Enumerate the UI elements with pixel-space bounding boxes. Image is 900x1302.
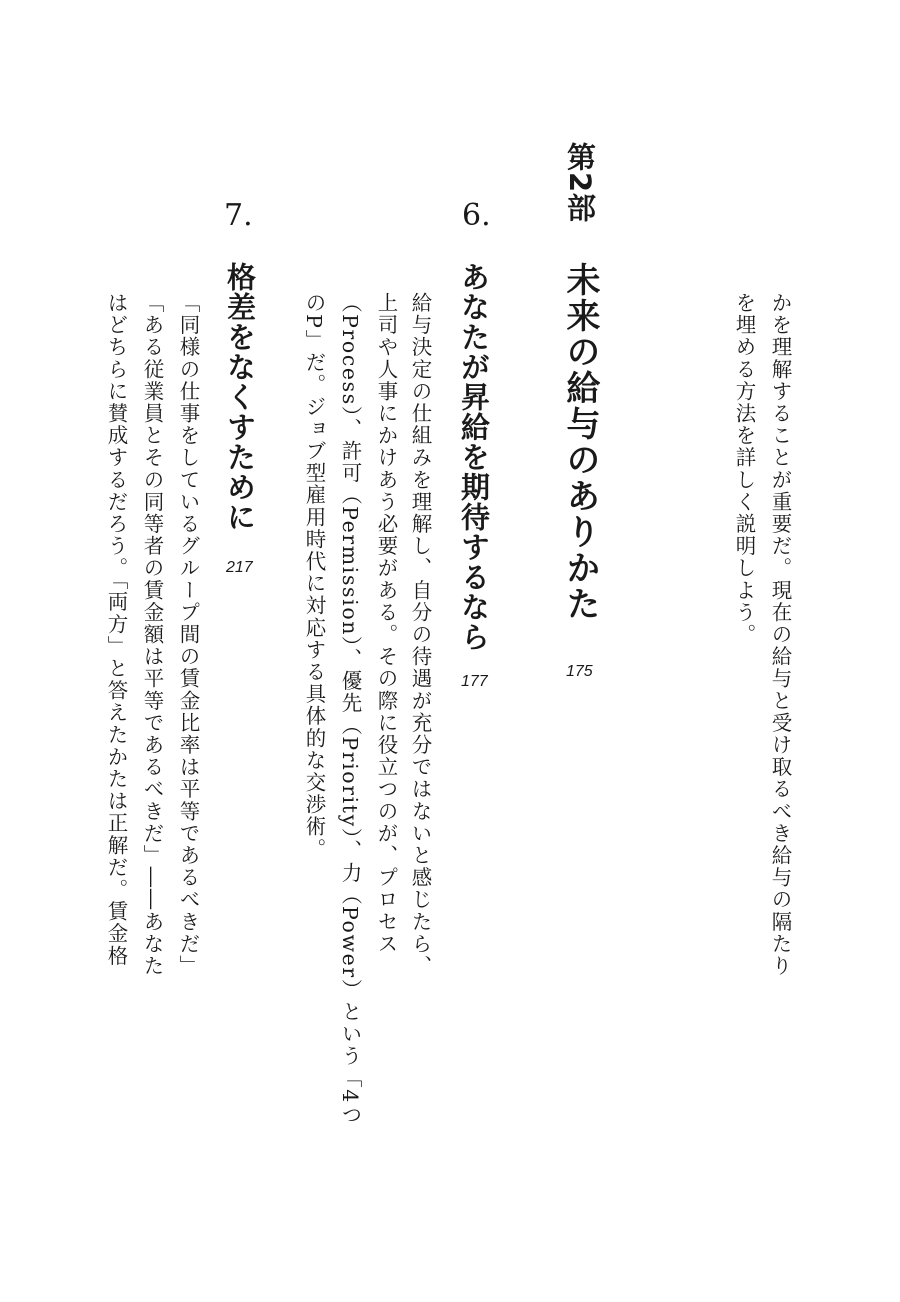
chapter-7-page-number: 217 xyxy=(226,559,253,576)
chapter-6-line: のP」だ。ジョブ型雇用時代に対応する具体的な交渉術。 xyxy=(302,292,326,860)
part-page-number: 175 xyxy=(566,663,593,680)
chapter-7-line: 「同様の仕事をしているグループ間の賃金比率は平等であるべきだ」 xyxy=(176,292,200,978)
chapter-7-line: 「ある従業員とその同等者の賃金額は平等であるべきだ」――あなた xyxy=(140,292,164,978)
chapter-6-line: （Process）、許可（Permission）、優先（Priority）、力（Power）という「4つ xyxy=(338,292,362,1126)
intro-line: を埋める方法を詳しく説明しよう。 xyxy=(732,292,756,646)
part-title: 未来の給与のありかた xyxy=(560,262,600,622)
chapter-6-title: あなたが昇給を期待するなら xyxy=(457,262,491,652)
chapter-7-number: 7. xyxy=(224,198,253,233)
chapter-6-number: 6. xyxy=(462,198,491,233)
chapter-6-line: 給与決定の仕組みを理解し、自分の待遇が充分ではないと感じたら、 xyxy=(408,292,432,978)
part-label: 第2部 xyxy=(563,142,597,224)
chapter-7-title: 格差をなくすために xyxy=(223,262,257,532)
chapter-6-page-number: 177 xyxy=(461,673,488,690)
chapter-6-line: 上司や人事にかけあう必要がある。その際に役立つのが、プロセス xyxy=(374,292,398,955)
chapter-7-line: はどちらに賛成するだろう。「両方」と答えたかたは正解だ。賃金格 xyxy=(104,292,128,967)
intro-line: かを理解することが重要だ。現在の給与と受け取るべき給与の隔たり xyxy=(768,292,792,978)
